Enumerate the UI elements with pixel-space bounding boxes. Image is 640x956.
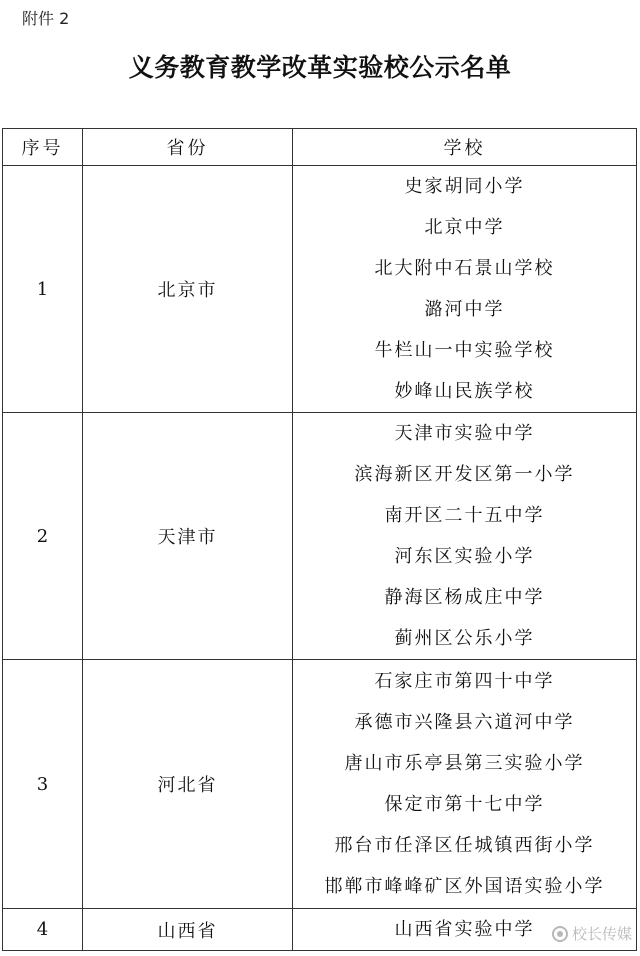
school-name: 邯郸市峰峰矿区外国语实验小学 (324, 876, 605, 897)
watermark-logo-icon (552, 926, 568, 942)
school-list (293, 413, 637, 660)
school-name: 潞河中学 (424, 299, 505, 320)
school-name: 山西省实验中学 (394, 919, 535, 940)
school-name: 保定市第十七中学 (384, 794, 545, 815)
province-cell: 北京市 (83, 166, 293, 413)
row-number: 3 (3, 660, 83, 909)
column-header-school: 学校 (293, 129, 637, 166)
school-name: 唐山市乐亭县第三实验小学 (344, 753, 585, 774)
school-name: 邢台市任泽区任城镇西街小学 (334, 835, 595, 856)
column-header-number: 序号 (3, 129, 83, 166)
province-cell: 天津市 (83, 413, 293, 660)
table-row (3, 413, 637, 660)
row-number: 1 (3, 166, 83, 413)
school-name: 蓟州区公乐小学 (394, 628, 535, 649)
row-number: 4 (3, 909, 83, 951)
table-row (3, 909, 637, 951)
column-header-province: 省份 (83, 129, 293, 166)
province-cell: 河北省 (83, 660, 293, 909)
school-list (293, 166, 637, 413)
school-name: 静海区杨成庄中学 (384, 587, 545, 608)
watermark-text: 校长传媒 (571, 925, 632, 943)
school-name: 南开区二十五中学 (384, 505, 545, 526)
school-name: 妙峰山民族学校 (394, 381, 535, 402)
school-name: 滨海新区开发区第一小学 (354, 464, 575, 485)
school-name: 北大附中石景山学校 (374, 258, 555, 279)
school-name: 河东区实验小学 (394, 546, 535, 567)
school-name: 牛栏山一中实验学校 (374, 340, 555, 361)
school-name: 北京中学 (424, 217, 505, 238)
table-row (3, 166, 637, 413)
school-roster-table (2, 128, 637, 951)
page-title: 义务教育教学改革实验校公示名单 (128, 53, 512, 82)
school-name: 史家胡同小学 (404, 176, 525, 197)
province-cell: 山西省 (83, 909, 293, 951)
school-name: 承德市兴隆县六道河中学 (354, 712, 575, 733)
school-name: 天津市实验中学 (394, 423, 535, 444)
attachment-label: 附件 2 (22, 9, 70, 28)
table-row (3, 660, 637, 909)
school-name: 石家庄市第四十中学 (374, 671, 555, 692)
school-list (293, 660, 637, 909)
table-header-row (3, 129, 637, 166)
row-number: 2 (3, 413, 83, 660)
watermark (552, 923, 632, 944)
